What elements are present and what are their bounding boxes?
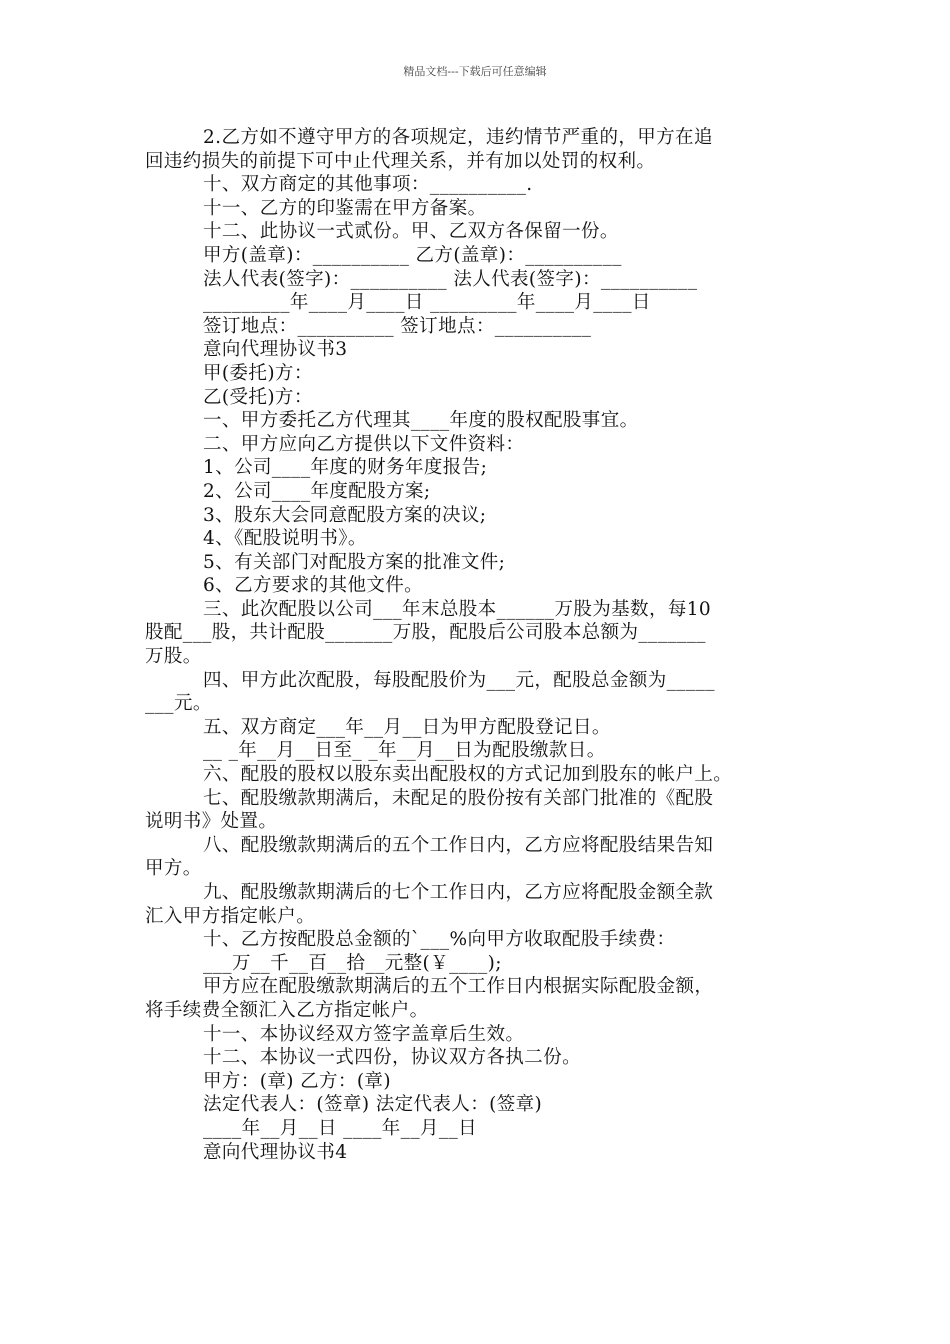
text-line: 意向代理协议书3 <box>203 339 348 361</box>
text-line: 四、甲方此次配股，每股配股价为___元，配股总金额为_____ <box>203 669 715 691</box>
text-line: 一、甲方委托乙方代理其____年度的股权配股事宜。 <box>203 410 639 432</box>
text-line: ____年__月__日 ____年__月__日 <box>203 1117 478 1139</box>
text-line: 说明书》处置。 <box>145 811 278 833</box>
page-header: 精品文档---下载后可任意编辑 <box>403 65 547 78</box>
text-line: ___万__千__百__拾__元整(￥____); <box>203 952 502 974</box>
text-line: 将手续费全额汇入乙方指定帐户。 <box>145 999 429 1021</box>
text-line: 4、《配股说明书》。 <box>203 528 367 550</box>
text-line: 5、有关部门对配股方案的批准文件; <box>203 551 506 573</box>
text-line: 6、乙方要求的其他文件。 <box>203 575 424 597</box>
text-line: 九、配股缴款期满后的七个工作日内，乙方应将配股金额全款 <box>203 882 714 903</box>
text-line: 二、甲方应向乙方提供以下文件资料： <box>203 433 525 455</box>
text-line: 签订地点：__________ 签订地点：__________ <box>203 315 592 337</box>
text-line: 1、公司____年度的财务年度报告; <box>203 457 488 479</box>
text-line: 八、配股缴款期满后的五个工作日内，乙方应将配股结果告知 <box>203 834 714 856</box>
text-line: 意向代理协议书4 <box>203 1141 348 1163</box>
text-line: 十一、本协议经双方签字盖章后生效。 <box>203 1023 525 1045</box>
text-line: 十、双方商定的其他事项：__________. <box>203 174 533 196</box>
text-line: 甲方。 <box>145 858 202 880</box>
text-line: 2.乙方如不遵守甲方的各项规定，违约情节严重的，甲方在追 <box>203 127 713 148</box>
text-line: 乙(受托)方： <box>203 386 313 408</box>
text-line: 十、乙方按配股总金额的`___%向甲方收取配股手续费： <box>203 929 676 951</box>
text-line: 回违约损失的前提下可中止代理关系，并有加以处罚的权利。 <box>145 150 656 172</box>
text-line: 法定代表人：(签章) 法定代表人：(签章) <box>203 1094 543 1116</box>
text-line: 十二、本协议一式四份，协议双方各执二份。 <box>203 1047 582 1069</box>
text-line: 股配___股，共计配股_______万股，配股后公司股本总额为_______ <box>145 622 706 644</box>
document-body <box>145 126 810 1164</box>
text-line: 十二、此协议一式贰份。甲、乙双方各保留一份。 <box>203 221 619 243</box>
text-line: 甲方(盖章)：__________ 乙方(盖章)：__________ <box>203 244 622 266</box>
text-line: 万股。 <box>145 646 202 668</box>
text-line: 甲方：(章) 乙方：(章) <box>203 1070 391 1092</box>
text-line: _________年____月____日 _________年____月____日 <box>203 292 651 314</box>
text-line: 十一、乙方的印鉴需在甲方备案。 <box>203 197 487 219</box>
text-line: 汇入甲方指定帐户。 <box>145 905 316 927</box>
text-line: __ _年__月__日至_ _年__月__日为配股缴款日。 <box>203 740 606 762</box>
text-line: 七、配股缴款期满后，未配足的股份按有关部门批准的《配股 <box>203 787 714 809</box>
text-line: 甲(委托)方： <box>203 362 313 384</box>
text-line: 3、股东大会同意配股方案的决议; <box>203 504 487 526</box>
text-line: 甲方应在配股缴款期满后的五个工作日内根据实际配股金额， <box>203 976 714 998</box>
text-line: 五、双方商定___年__月__日为甲方配股登记日。 <box>203 716 611 738</box>
text-line: 2、公司____年度配股方案; <box>203 480 431 502</box>
text-line: 法人代表(签字)：__________ 法人代表(签字)：__________ <box>203 268 698 290</box>
text-line: 三、此次配股以公司___年末总股本______万股为基数，每10 <box>203 598 712 620</box>
text-line: ___元。 <box>145 693 212 715</box>
text-line: 六、配股的股权以股东卖出配股权的方式记加到股东的帐户上。 <box>203 764 733 786</box>
